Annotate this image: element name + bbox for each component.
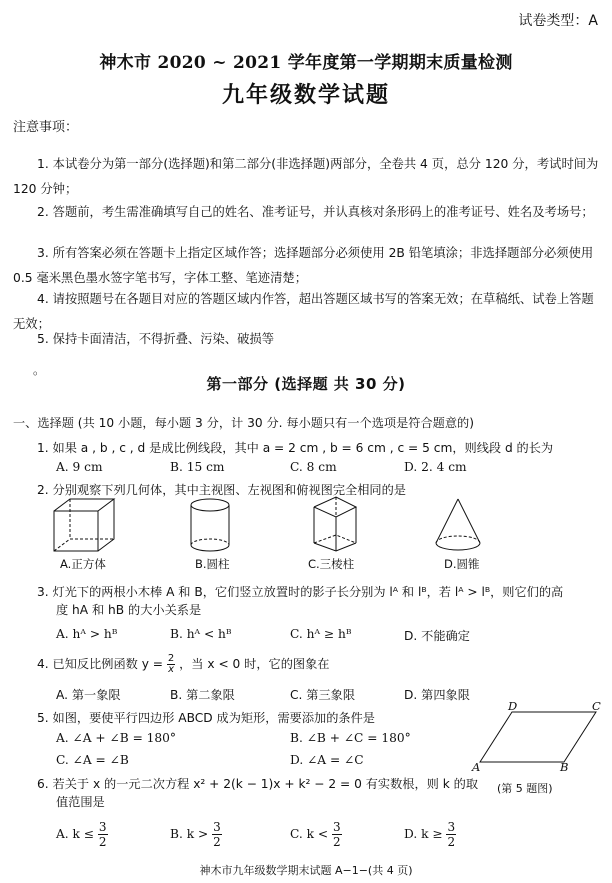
part1-title: 第一部分 (选择题 共 30 分) [206,375,406,393]
q6-a-den: 2 [98,835,107,849]
q2-option-a: A.正方体 [60,557,106,571]
q6-option-c [290,820,342,849]
q6-option-b [170,820,222,849]
q1-option-a: A. 9 cm [56,460,103,474]
q6-option-c-frac [332,820,342,849]
cone-figure [432,497,484,553]
q6-a-num: 3 [98,820,107,834]
subject-title: 九年级数学试题 [221,82,390,108]
q6-c-den: 2 [332,835,341,849]
q6-option-d-prefix: D. k ≥ [404,827,443,841]
q4-frac-num: 2 [167,653,175,664]
q4-stem [37,654,330,675]
q2-option-b: B.圆柱 [195,557,230,571]
q5-option-b: B. ∠B + ∠C = 180° [290,731,411,745]
q5-option-a: A. ∠A + ∠B = 180° [56,731,177,745]
notice-heading: 注意事项： [13,120,79,135]
q1-option-c: C. 8 cm [290,460,337,474]
q4-stem-pre: 4. 已知反比例函数 y = [37,657,163,671]
figure-5-caption: (第 5 题图) [497,782,553,795]
q5-stem: 5. 如图，要使平行四边形 ABCD 成为矩形，需要添加的条件是 [37,711,375,725]
q3-stem-line1: 3. 灯光下的两根小木棒 A 和 B，它们竖立放置时的影子长分别为 lᴬ 和 lᴮ，若 lᴬ > lᴮ，则它们的高 [37,585,564,599]
notice-item-1: 1. 本试卷分为第一部分(选择题)和第二部分(非选择题)两部分，全卷共 4 页，总分 120 分，考试时间为 120 分钟； [13,157,599,196]
parallelogram-figure [470,700,606,772]
vertex-a-label: A [472,760,481,774]
q3-stem-line2: 度 hA 和 hB 的大小关系是 [56,603,202,617]
q4-option-d: D. 第四象限 [404,688,470,702]
q1-option-d: D. 2. 4 cm [404,460,467,474]
q3-option-d: D. 不能确定 [404,629,470,643]
q6-b-num: 3 [213,820,221,834]
q1-option-b: B. 15 cm [170,460,225,474]
q6-option-a [56,820,108,849]
q3-option-c: C. hᴬ ≥ hᴮ [290,627,352,641]
page-footer: 神木市九年级数学期末试题 A−1−(共 4 页) [199,864,413,877]
q5-option-d: D. ∠A = ∠C [290,753,364,767]
vertex-b-label: B [560,760,569,774]
q4-option-b: B. 第二象限 [170,688,235,702]
q2-stem: 2. 分别观察下列几何体，其中主视图、左视图和俯视图完全相同的是 [37,483,406,497]
q6-d-den: 2 [447,835,456,849]
cube-figure [50,497,122,553]
q3-option-a: A. hᴬ > hᴮ [56,627,118,641]
q4-option-a: A. 第一象限 [56,688,121,702]
notice-item-4: 4. 请按照题号在各题目对应的答题区域内作答，超出答题区域书写的答案无效；在草稿纸、试卷上答题无效； [13,292,594,331]
q4-frac-den: x [168,664,175,675]
q6-option-b-frac [212,820,222,849]
paper-type-label: 试卷类型：A [518,13,598,29]
q6-option-a-frac [98,820,108,849]
q6-c-num: 3 [332,820,341,834]
q6-option-a-prefix: A. k ≤ [56,827,95,841]
q4-fraction [167,654,175,675]
q5-option-c: C. ∠A = ∠B [56,753,129,767]
cylinder-figure [185,497,235,553]
vertex-d-label: D [508,699,518,713]
prism-figure [310,495,360,553]
notice-item-3: 3. 所有答案必须在答题卡上指定区域作答；选择题部分必须使用 2B 铅笔填涂；非选择题部分必须使用 0.5 毫米黑色墨水签字笔书写，字体工整、笔迹清楚； [13,246,594,285]
q6-d-num: 3 [447,820,456,834]
q6-option-d-frac [446,820,456,849]
q6-option-d [404,820,456,849]
q1-stem: 1. 如果 a , b , c , d 是成比例线段，其中 a = 2 cm , b = 6 cm , c = 5 cm，则线段 d 的长为 [37,441,554,455]
exam-title: 神木市 2020 ~ 2021 学年度第一学期期末质量检测 [99,53,513,73]
q2-option-d: D.圆锥 [444,557,480,571]
q6-option-b-prefix: B. k > [170,827,209,841]
notice-item-2: 2. 答题前，考生需准确填写自己的姓名、准考证号，并认真核对条形码上的准考证号、姓名及考场号； [37,205,594,219]
vertex-c-label: C [592,699,601,713]
q6-stem-line2: 值范围是 [56,795,105,809]
q4-option-c: C. 第三象限 [290,688,356,702]
stray-mark: 。 [33,363,46,377]
q4-stem-post: ，当 x < 0 时，它的图象在 [179,657,330,671]
q3-option-b: B. hᴬ < hᴮ [170,627,232,641]
section-heading: 一、选择题 (共 10 小题，每小题 3 分，计 30 分. 每小题只有一个选项是符合题意的) [13,416,474,430]
q6-stem-line1: 6. 若关于 x 的一元二次方程 x² + 2(k − 1)x + k² − 2 = 0 有实数根，则 k 的取 [37,777,479,791]
q6-b-den: 2 [213,835,221,849]
notice-item-5: 5. 保持卡面清洁，不得折叠、污染、破损等 [37,332,274,346]
q2-option-c: C.三棱柱 [308,557,355,571]
q6-option-c-prefix: C. k < [290,827,329,841]
